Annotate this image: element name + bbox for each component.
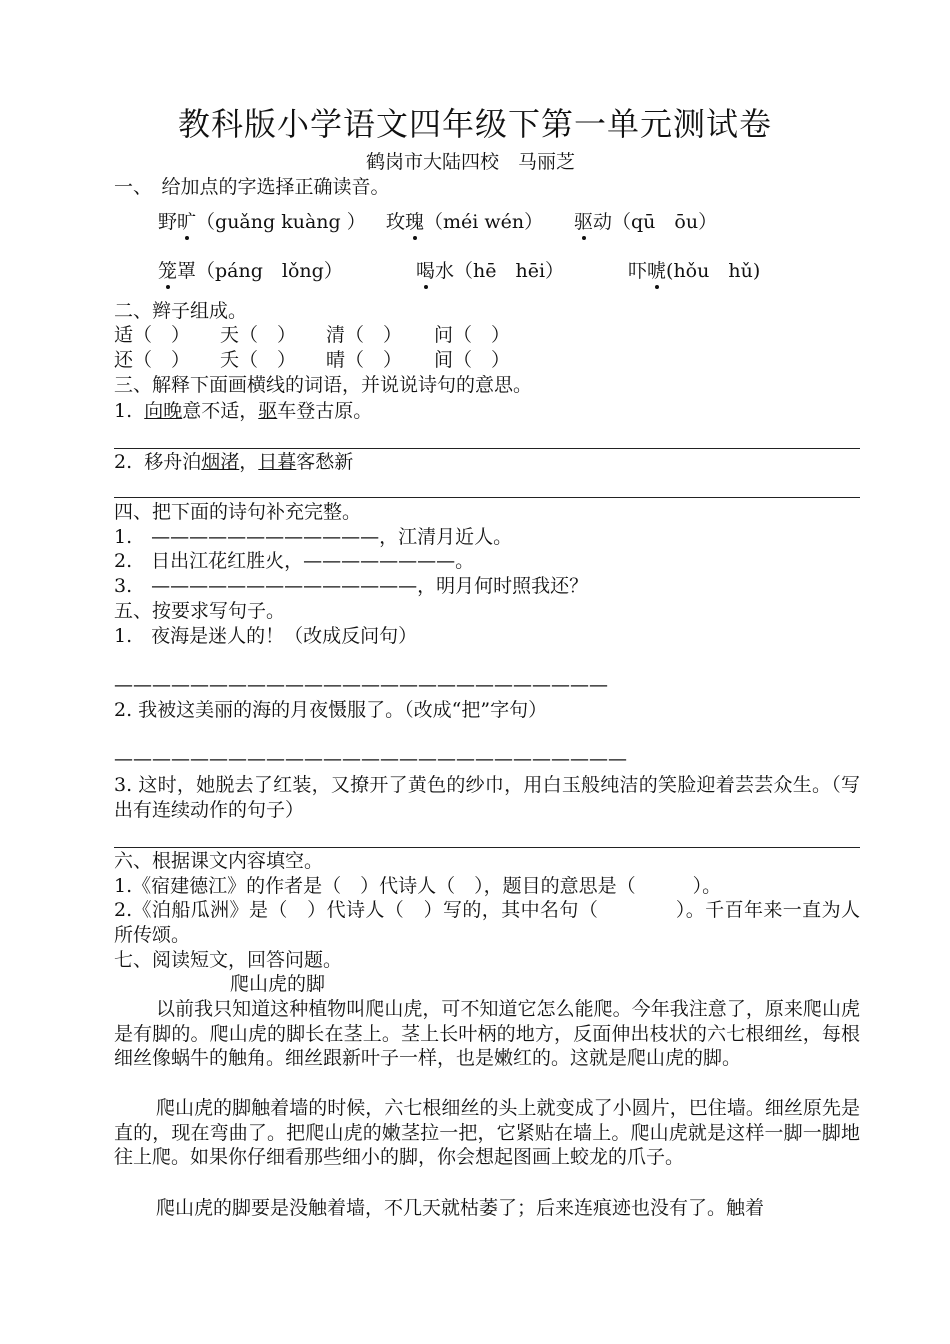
word-blank: 问（ ）	[434, 324, 511, 346]
pinyin-item	[158, 259, 343, 283]
answer-line	[114, 448, 860, 449]
story-paragraph: 爬山虎的脚触着墙的时候，六七根细丝的头上就变成了小圆片，巴住墙。细丝原先是直的，现在弯曲了。把爬山虎的嫩茎拉一把，它紧贴在墙上。爬山虎就是这样一脚一脚地往上爬。如果你仔细看那些细小的脚，你会想起图画上蛟龙的爪子。	[114, 1097, 860, 1168]
fill-poem-item: 1. ————————————，江清月近人。	[114, 526, 513, 548]
answer-dash-line: ——————————————————————————	[114, 674, 608, 696]
poem-text: 车登古原。	[277, 400, 373, 422]
section7-heading: 七、阅读短文，回答问题。	[114, 949, 343, 971]
page-title: 教科版小学语文四年级下第一单元测试卷	[177, 105, 772, 143]
poem-text: 客愁新	[296, 451, 354, 473]
word-blank: 清（ ）	[326, 324, 403, 346]
underlined-word: 驱	[258, 400, 278, 422]
section4-heading: 四、把下面的诗句补充完整。	[114, 501, 362, 523]
answer-line	[114, 847, 860, 848]
pinyin-item	[574, 210, 717, 234]
pinyin-options: (hǒu hǔ)	[666, 260, 761, 282]
pinyin-options: （méi wén）	[424, 211, 544, 233]
dotted-char: 喝	[416, 260, 436, 282]
dotted-char: 驱	[574, 211, 594, 233]
word-blank: 夭（ ）	[220, 349, 297, 371]
pinyin-item	[158, 210, 366, 234]
fill-poem-item: 3. ——————————————，明月何时照我还？	[114, 575, 589, 597]
section5-heading: 五、按要求写句子。	[114, 600, 286, 622]
poem-line-1	[114, 399, 372, 423]
story-paragraph: 爬山虎的脚要是没触着墙，不几天就枯萎了；后来连痕迹也没有了。触着	[156, 1197, 765, 1219]
pinyin-options: 动（qū ōu）	[593, 211, 718, 233]
underlined-word: 向晚	[144, 400, 183, 422]
poem-text: 移舟泊	[144, 451, 202, 473]
rewrite-question-1: 1. 夜海是迷人的！（改成反问句）	[114, 625, 418, 647]
rewrite-question-3: 3. 这时，她脱去了红装，又撩开了黄色的纱巾，用白玉般纯洁的笑脸迎着芸芸众生。（写出有连续动作的句子）	[114, 774, 860, 821]
pinyin-item	[386, 210, 543, 234]
dotted-char: 唬	[647, 260, 667, 282]
rewrite-question-2: 2. 我被这美丽的海的月夜慑服了。（改成“把”字句）	[114, 699, 548, 721]
question-number: 2.	[114, 451, 133, 473]
story-title: 爬山虎的脚	[230, 973, 326, 995]
question-number: 1.	[114, 400, 133, 422]
section6-heading: 六、根据课文内容填空。	[114, 850, 324, 872]
fill-question-2: 2.《泊船瓜洲》是（ ）代诗人（ ）写的，其中名句（ ）。千百年来一直为人所传颂。	[114, 899, 860, 946]
author-line: 鹤岗市大陆四校 马丽芝	[366, 151, 576, 173]
pinyin-item	[416, 259, 564, 283]
pinyin-item-text: 吓	[628, 260, 648, 282]
pinyin-item	[628, 259, 760, 283]
section2-heading: 二、辫子组成。	[114, 300, 248, 322]
pinyin-options: 罩（páng lǒng）	[177, 260, 343, 282]
underlined-word: 日暮	[258, 451, 297, 473]
word-blank: 适（ ）	[114, 324, 191, 346]
dotted-char: 笼	[158, 260, 178, 282]
fill-question-1: 1.《宿建德江》的作者是（ ）代诗人（ ），题目的意思是（ ）。	[114, 875, 722, 897]
fill-poem-item: 2. 日出江花红胜火，————————。	[114, 550, 475, 572]
answer-dash-line: ———————————————————————————	[114, 748, 627, 770]
pinyin-options: （guǎng kuàng ）	[196, 211, 366, 233]
section3-heading: 三、解释下面画横线的词语，并说说诗句的意思。	[114, 374, 533, 396]
pinyin-item-text: 玫	[386, 211, 406, 233]
word-blank: 间（ ）	[434, 349, 511, 371]
answer-line	[114, 497, 860, 498]
word-blank: 天（ ）	[220, 324, 297, 346]
poem-text: ，	[239, 451, 259, 473]
pinyin-item-text: 野	[158, 211, 178, 233]
dotted-char: 瑰	[405, 211, 425, 233]
underlined-word: 烟渚	[201, 451, 240, 473]
section1-heading: 一、 给加点的字选择正确读音。	[114, 176, 390, 198]
poem-text: 意不适，	[182, 400, 259, 422]
word-blank: 还（ ）	[114, 349, 191, 371]
dotted-char: 旷	[177, 211, 197, 233]
story-paragraph: 以前我只知道这种植物叫爬山虎，可不知道它怎么能爬。今年我注意了，原来爬山虎是有脚的。爬山虎的脚长在茎上。茎上长叶柄的地方，反面伸出枝状的六七根细丝，每根细丝像蜗牛的触角。细丝跟新叶子一样，也是嫩红的。这就是爬山虎的脚。	[114, 998, 860, 1069]
pinyin-options: 水（hē hēi）	[435, 260, 565, 282]
word-blank: 晴（ ）	[326, 349, 403, 371]
poem-line-2	[114, 450, 353, 474]
